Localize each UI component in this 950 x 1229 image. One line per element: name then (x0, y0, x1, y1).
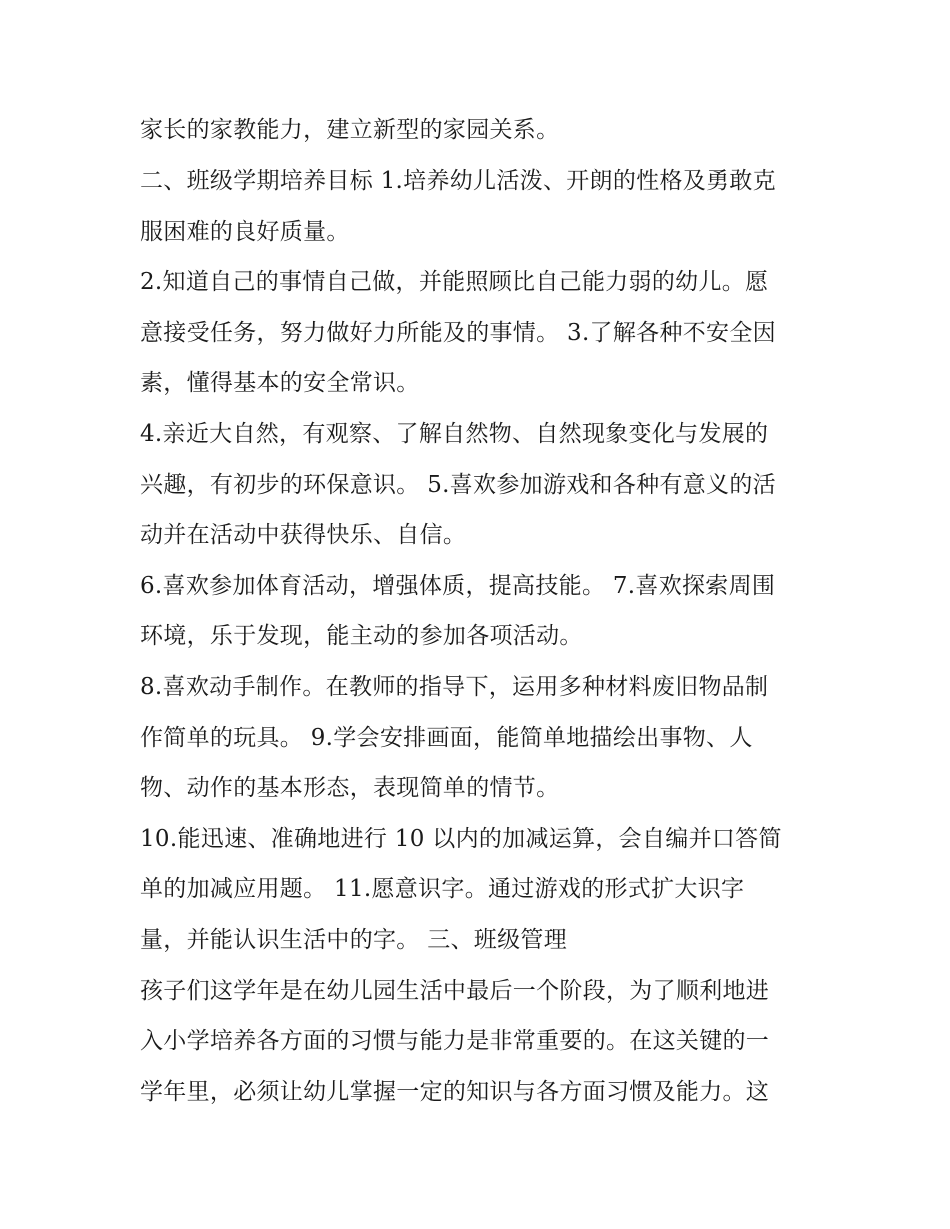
text-line: 2.知道自己的事情自己做，并能照顾比自己能力弱的幼儿。愿 (140, 269, 769, 295)
text-line: 作简单的玩具。 9.学会安排画面，能简单地描绘出事物、人 (140, 725, 753, 751)
text-line: 兴趣，有初步的环保意识。 5.喜欢参加游戏和各种有意义的活 (140, 472, 776, 498)
text-line: 家长的家教能力，建立新型的家园关系。 (140, 117, 560, 143)
text-line: 素，懂得基本的安全常识。 (140, 370, 420, 396)
text-line: 服困难的良好质量。 (140, 219, 350, 245)
text-line: 4.亲近大自然，有观察、了解自然物、自然现象变化与发展的 (140, 421, 769, 447)
text-line: 孩子们这学年是在幼儿园生活中最后一个阶段，为了顺利地进 (140, 978, 770, 1004)
text-line: 学年里，必须让幼儿掌握一定的知识与各方面习惯及能力。这 (140, 1079, 770, 1105)
text-line: 量，并能认识生活中的字。 三、班级管理 (140, 927, 568, 953)
text-line: 意接受任务，努力做好力所能及的事情。 3.了解各种不安全因 (140, 320, 776, 346)
text-line: 单的加减应用题。 11.愿意识字。通过游戏的形式扩大识字 (140, 876, 745, 902)
text-line: 物、动作的基本形态，表现简单的情节。 (140, 775, 560, 801)
text-line: 6.喜欢参加体育活动，增强体质，提高技能。 7.喜欢探索周围 (140, 573, 776, 599)
text-line: 入小学培养各方面的习惯与能力是非常重要的。在这关键的一 (140, 1028, 770, 1054)
text-line: 动并在活动中获得快乐、自信。 (140, 522, 467, 548)
text-line: 环境，乐于发现，能主动的参加各项活动。 (140, 623, 583, 649)
text-line: 8.喜欢动手制作。在教师的指导下，运用多种材料废旧物品制 (140, 674, 769, 700)
text-line: 二、班级学期培养目标 1.培养幼儿活泼、开朗的性格及勇敢克 (140, 168, 776, 194)
text-line: 10.能迅速、准确地进行 10 以内的加减运算，会自编并口答简 (140, 826, 782, 852)
